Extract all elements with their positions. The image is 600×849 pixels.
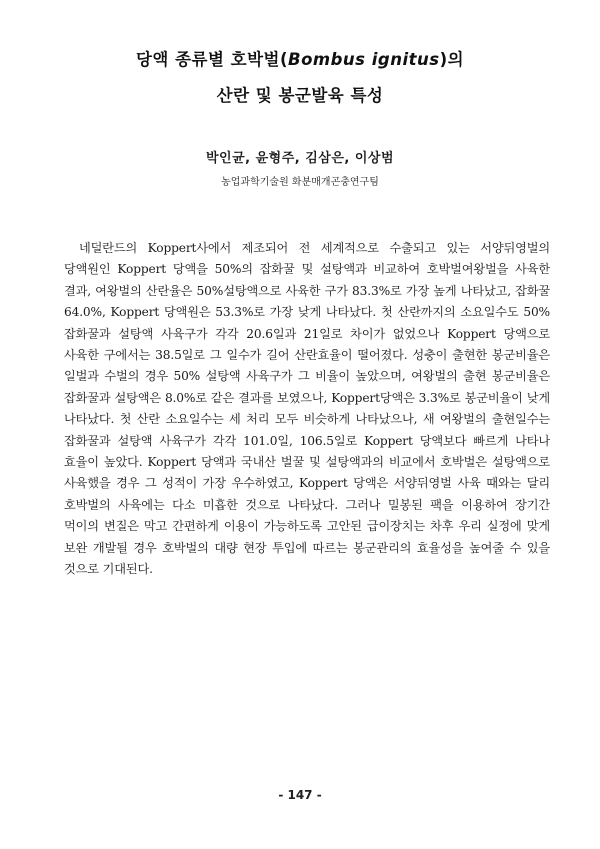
abstract-text: 네덜란드의 Koppert사에서 제조되어 전 세계적으로 수출되고 있는 서양뒤영벌의 당액원인 Koppert 당액을 50%의 잡화꿀 및 설탕액과 비교하여 호박벌여왕벌을 사육한 결과, 여왕벌의 산란율은 50%설탕액으로 사육한 구가 83.3%로 가장 높게 나타났고, 잡화꿀 64.0%, Koppert 당액원은 53.3%로 가장 낮게 나타났다. 첫 산란까지의 소요일수도 50% 잡화꿀과 설탕액 사육구가 각각 20.6일과 21일로 차이가 없었으나 Koppert 당액으로 사육한 구에서는 38.5일로 그 일수가 길어 산란효율이 떨어졌다. 성충이 출현한 봉군비율은 일벌과 수벌의 경우 50% 설탕액 사육구가 그 비율이 높았으며, 여왕벌의 출현 봉군비율은 잡화꿀과 설탕액은 8.0%로 같은 결과를 보였으나, Koppert당액은 3.3%로 봉군비율이 낮게 나타났다. 첫 산란 소요일수는 세 처리 모두 비슷하게 나타났으나, 새 여왕벌의 출현일수는 잡화꿀과 설탕액 사육구가 각각 101.0일, 106.5일로 Koppert 당액보다 빠르게 나타나 효율이 높았다. Koppert 당액과 국내산 벌꿀 및 설탕액과의 비교에서 호박벌은 설탕액으로 사육했을 경우 그 성적이 가장 우수하였고, Koppert 당액은 서양뒤영벌 사육 때와는 달리 호박벌의 사육에는 다소 미흡한 것으로 나타났다. 그러나 밀봉된 팩을 이용하여 장기간 먹이의 변질은 막고 간편하게 이용이 가능하도록 고안된 급이장치는 차후 우리 실정에 맞게 보완 개발될 경우 호박벌의 대량 현장 투입에 따르는 봉군관리의 효율성을 높여줄 수 있을 것으로 기대된다. xyxy=(64,241,550,577)
page-number: - 147 - xyxy=(278,788,322,802)
paper-title-line-1 xyxy=(0,50,600,70)
title-suffix: )의 xyxy=(439,50,465,69)
paper-title-line-2: 산란 및 봉군발육 특성 xyxy=(216,86,384,105)
species-name: Bombus ignitus xyxy=(288,50,440,69)
author-affiliation: 농업과학기술원 화분매개곤충연구팀 xyxy=(221,177,379,188)
title-prefix: 당액 종류별 호박벌( xyxy=(135,50,288,69)
author-list: 박인균, 윤형주, 김삼은, 이상범 xyxy=(205,151,395,166)
